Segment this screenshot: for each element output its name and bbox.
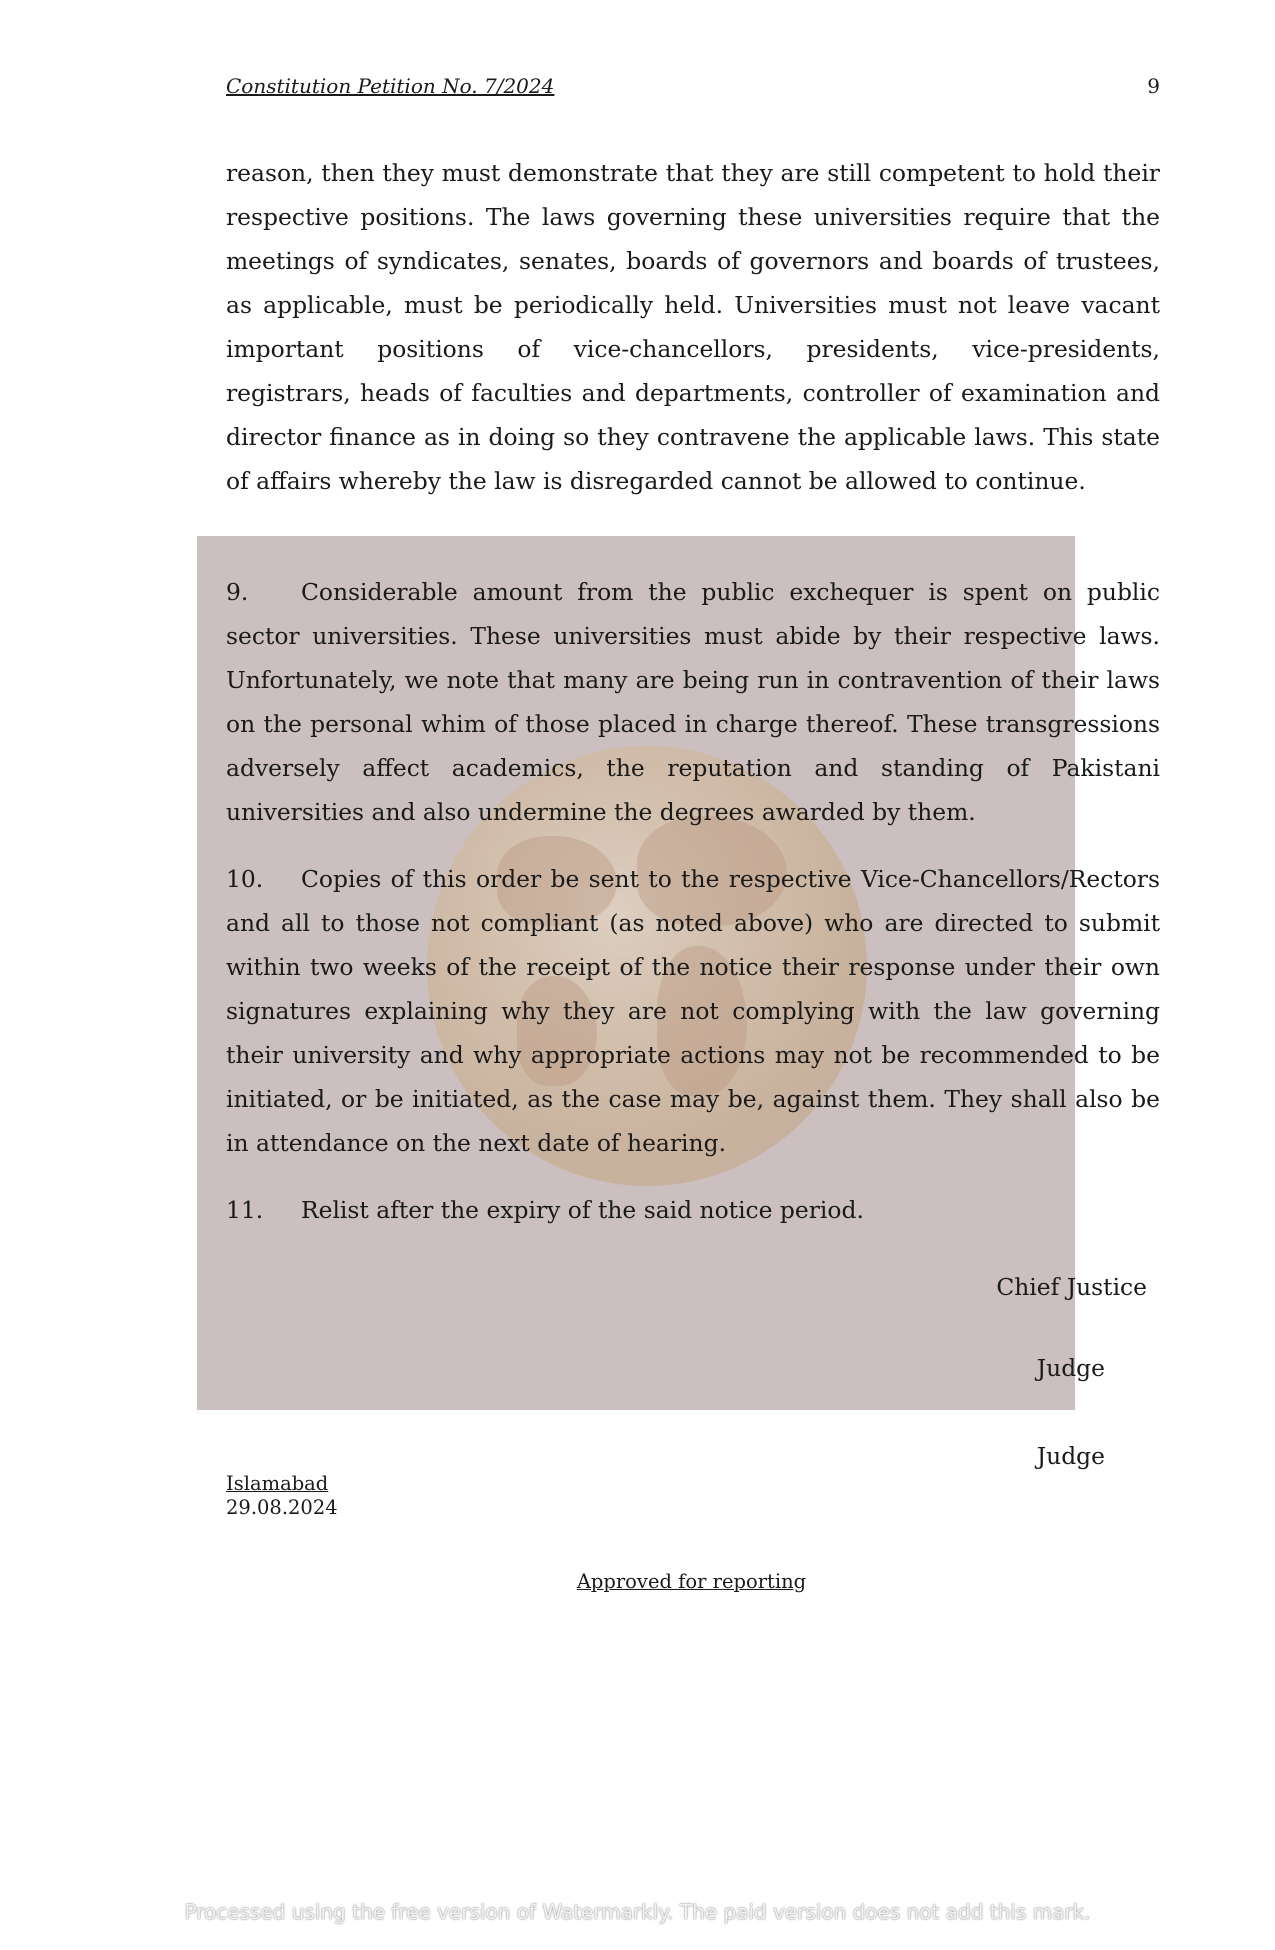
- page-number: 9: [1147, 74, 1160, 98]
- paragraph-11: [226, 1188, 1160, 1232]
- paragraph-10: [226, 857, 1160, 1165]
- case-title: Constitution Petition No. 7/2024: [226, 74, 555, 98]
- paragraph-text: Relist after the expiry of the said notice period.: [301, 1196, 864, 1224]
- paragraph-number: 9.: [226, 578, 249, 606]
- order-date: 29.08.2024: [226, 1496, 338, 1519]
- place-name: Islamabad: [226, 1472, 329, 1495]
- paragraph-number: 10.: [226, 865, 264, 893]
- signature-chief-justice: Chief Justice: [996, 1273, 1147, 1301]
- paragraph-number: 11.: [226, 1196, 264, 1224]
- paragraph-9: [226, 570, 1160, 834]
- paragraph-text: Copies of this order be sent to the respective Vice-Chancellors/Rectors and all to those not compliant (as noted above) who are directed to submit within two weeks of the receipt of the notice their response under their own signatures explaining why they are not complying with the law governing their university and why appropriate actions may not be recommended to be initiated, or be initiated, as the case may be, against them. They shall also be in attendance on the next date of hearing.: [226, 865, 1160, 1157]
- place-and-date: [226, 1472, 338, 1520]
- watermark-banner: Processed using the free version of Watermarkly. The paid version does not add this mark.: [184, 1900, 1091, 1924]
- approved-for-reporting: Approved for reporting: [576, 1570, 807, 1593]
- paragraph-text: Considerable amount from the public exchequer is spent on public sector universities. These universities must abide by their respective laws. Unfortunately, we note that many are being run in contravention of their laws on the personal whim of those placed in charge thereof. These transgressions adversely affect academics, the reputation and standing of Pakistani universities and also undermine the degrees awarded by them.: [226, 578, 1160, 826]
- signature-judge-1: Judge: [1036, 1354, 1105, 1382]
- signature-judge-2: Judge: [1036, 1442, 1105, 1470]
- paragraph-continuation: reason, then they must demonstrate that they are still competent to hold their respective positions. The laws governing these universities require that the meetings of syndicates, senates, boards of governors and boards of trustees, as applicable, must be periodically held. Universities must not leave vacant important positions of vice-chancellors, presidents, vice-presidents, registrars, heads of faculties and departments, controller of examination and director finance as in doing so they contravene the applicable laws. This state of affairs whereby the law is disregarded cannot be allowed to continue.: [226, 159, 1160, 495]
- page-header: [226, 74, 1160, 102]
